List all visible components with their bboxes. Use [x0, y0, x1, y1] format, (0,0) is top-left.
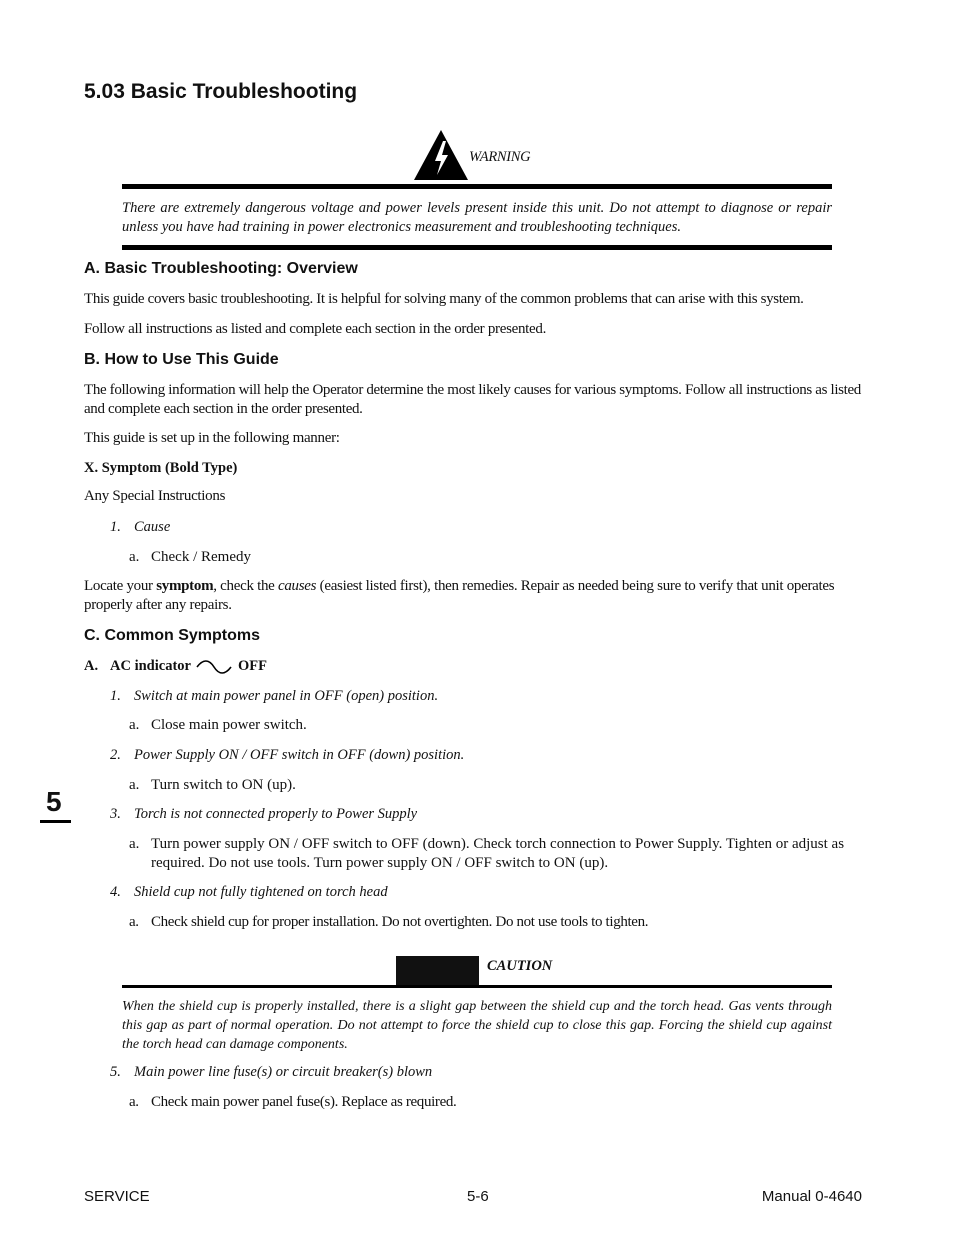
- caution-text: When the shield cup is properly installed, there is a slight gap between the shield cup and the torch head. Gas vents through this gap as part of normal operation. Do not attempt to force the shield cup to close this gap. Forcing the shield cup against the torch head can damage components.: [122, 999, 832, 1052]
- cause-3-number: 3.: [110, 806, 121, 822]
- symptom-text-before: AC indicator: [110, 658, 191, 674]
- remedy-2-letter: a.: [129, 777, 140, 793]
- warning-lightning-icon: [413, 129, 469, 181]
- warning-label: WARNING: [469, 149, 531, 165]
- example-symptom: X. Symptom (Bold Type): [84, 460, 238, 476]
- locate-text-2: , check the: [213, 578, 278, 594]
- example-special-instructions: Any Special Instructions: [84, 488, 226, 504]
- example-cause: [110, 519, 170, 536]
- symptom-letter: A.: [84, 658, 99, 674]
- how-to-use-paragraph-2: This guide is set up in the following manner:: [84, 430, 340, 446]
- remedy-1-text: Close main power switch.: [151, 717, 307, 733]
- chapter-tab-rule: [40, 820, 71, 823]
- section-title: 5.03 Basic Troubleshooting: [84, 80, 358, 103]
- remedy-5-text: Check main power panel fuse(s). Replace as required.: [151, 1094, 457, 1110]
- example-remedy: [129, 548, 874, 567]
- cause-3: [110, 806, 417, 823]
- warning-text: There are extremely dangerous voltage and power levels present inside this unit. Do not attempt to diagnose or repair unless you have had training in power electronics measurement and troubleshooting techniques.: [122, 200, 832, 235]
- locate-paragraph: [84, 577, 874, 615]
- caution-label: CAUTION: [487, 958, 553, 974]
- cause-4-number: 4.: [110, 884, 121, 900]
- cause-5: [110, 1064, 432, 1081]
- remedy-5: [129, 1093, 874, 1112]
- symptom-ac-indicator: [84, 658, 267, 675]
- cause-1-text: Switch at main power panel in OFF (open) position.: [134, 688, 439, 704]
- footer-manual-number: Manual 0-4640: [761, 1188, 862, 1205]
- remedy-1-letter: a.: [129, 717, 140, 733]
- cause-5-text: Main power line fuse(s) or circuit breaker(s) blown: [134, 1064, 433, 1080]
- caution-rule: [122, 985, 832, 988]
- remedy-4-text: Check shield cup for proper installation. Do not overtighten. Do not use tools to tighten.: [151, 914, 649, 930]
- cause-4: [110, 884, 388, 901]
- cause-4-text: Shield cup not fully tightened on torch head: [134, 884, 388, 900]
- remedy-3-text: Turn power supply ON / OFF switch to OFF (down). Check torch connection to Power Supply. Tighten or adjust as required. Do not use tools. Turn power supply ON / OFF switch to ON (up).: [151, 836, 845, 871]
- locate-causes: causes: [277, 578, 317, 594]
- cause-2-text: Power Supply ON / OFF switch in OFF (down) position.: [134, 747, 465, 763]
- warning-rule-bottom: [122, 245, 832, 250]
- chapter-tab-number: 5: [46, 786, 62, 817]
- cause-3-text: Torch is not connected properly to Power Supply: [134, 806, 418, 822]
- cause-5-number: 5.: [110, 1064, 121, 1080]
- overview-paragraph-1: This guide covers basic troubleshooting. It is helpful for solving many of the common problems that can arise with this system.: [84, 291, 804, 307]
- remedy-5-letter: a.: [129, 1094, 139, 1110]
- remedy-1: [129, 716, 874, 735]
- cause-1-number: 1.: [110, 688, 121, 704]
- cause-1: [110, 688, 438, 705]
- remedy-4: [129, 913, 874, 932]
- footer-page-number: 5-6: [467, 1188, 489, 1205]
- example-cause-number: 1.: [110, 519, 121, 535]
- locate-text-3: (easiest listed first), then remedies. Repair as needed being sure to verify that unit operates properly after any repairs.: [84, 578, 835, 613]
- example-remedy-letter: a.: [129, 549, 140, 565]
- remedy-3: [129, 835, 874, 873]
- remedy-3-letter: a.: [129, 836, 140, 852]
- remedy-2-text: Turn switch to ON (up).: [151, 777, 296, 793]
- heading-how-to-use: B. How to Use This Guide: [84, 351, 279, 368]
- ac-wave-icon: [195, 660, 233, 674]
- example-remedy-text: Check / Remedy: [151, 549, 251, 565]
- caution-label-box: [396, 956, 479, 985]
- remedy-2: [129, 776, 874, 795]
- locate-text-1: Locate your: [84, 578, 157, 594]
- footer-left: SERVICE: [84, 1188, 150, 1205]
- cause-2-number: 2.: [110, 747, 121, 763]
- warning-rule-top: [122, 184, 832, 189]
- heading-overview: A. Basic Troubleshooting: Overview: [84, 260, 358, 277]
- locate-symptom: symptom: [156, 578, 214, 594]
- example-cause-text: Cause: [134, 519, 171, 535]
- heading-common-symptoms: C. Common Symptoms: [84, 627, 261, 644]
- symptom-text-after: OFF: [237, 658, 267, 674]
- how-to-use-paragraph-1: The following information will help the Operator determine the most likely causes for various symptoms. Follow all instructions as listed and complete each section in the order presented.: [84, 382, 861, 417]
- remedy-4-letter: a.: [129, 914, 139, 930]
- overview-paragraph-2: Follow all instructions as listed and complete each section in the order presented.: [84, 321, 547, 337]
- cause-2: [110, 747, 464, 764]
